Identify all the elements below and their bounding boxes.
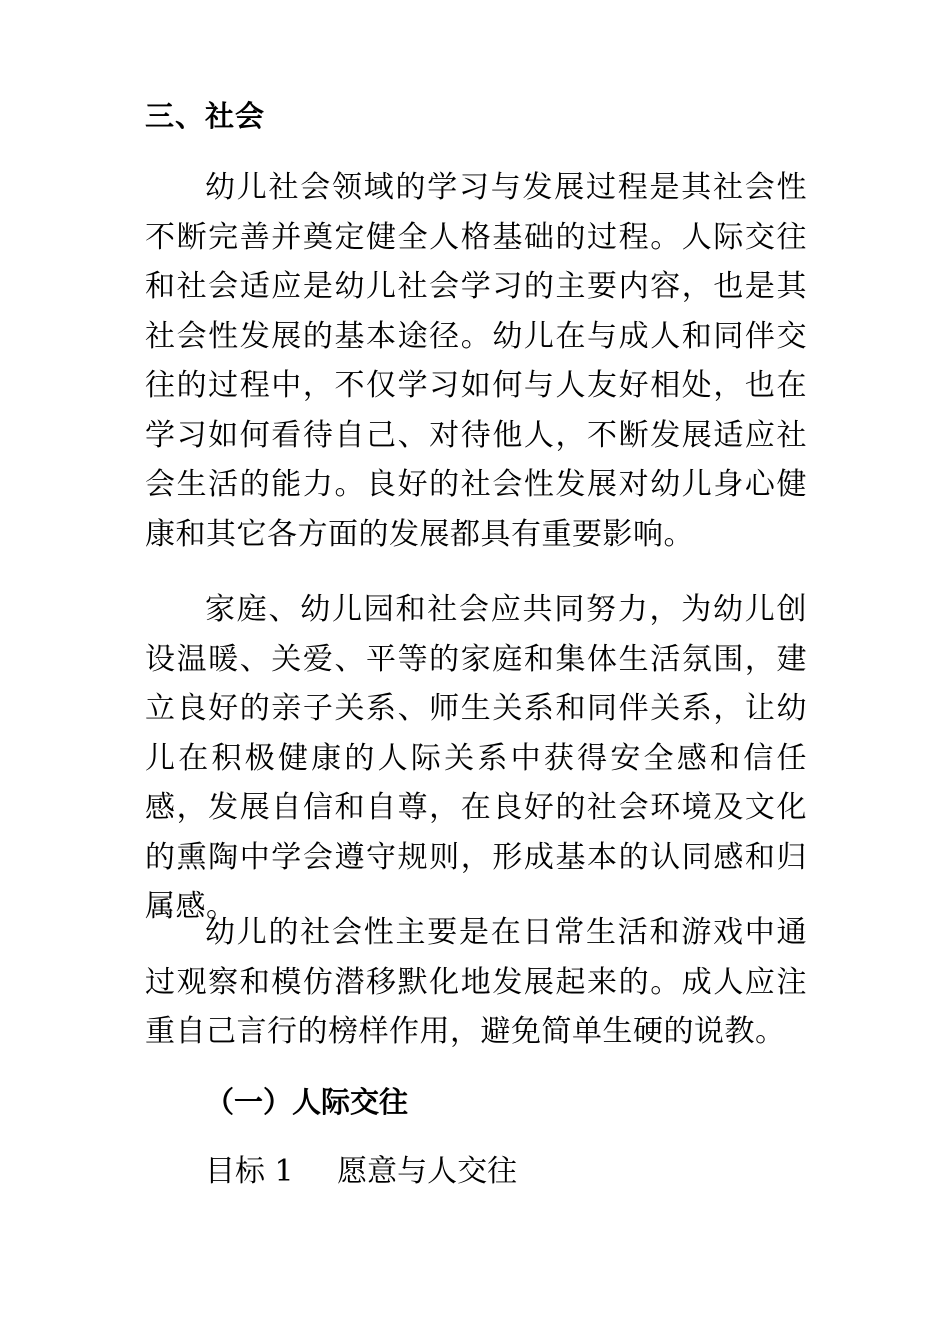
paragraph-family: 家庭、幼儿园和社会应共同努力，为幼儿创设温暖、关爱、平等的家庭和集体生活氛围，建立良好的亲子关系、师生关系和同伴关系，让幼儿在积极健康的人际关系中获得安全感和信任感，发展自信和自尊，在良好的社会环境及文化的熏陶中学会遵守规则，形成基本的认同感和归属感。 (145, 592, 807, 924)
paragraph-intro: 幼儿社会领域的学习与发展过程是其社会性不断完善并奠定健全人格基础的过程。人际交往和社会适应是幼儿社会学习的主要内容，也是其社会性发展的基本途径。幼儿在与成人和同伴交往的过程中，不仅学习如何与人友好相处，也在学习如何看待自己、对待他人，不断发展适应社会生活的能力。良好的社会性发展对幼儿身心健康和其它各方面的发展都具有重要影响。 (145, 170, 807, 552)
section-heading: 三、社会 (145, 99, 266, 133)
goal-line (205, 1148, 517, 1196)
goal-text: 愿意与人交往 (337, 1154, 518, 1189)
subsection-heading: （一）人际交往 (205, 1085, 409, 1119)
paragraph-daily-life: 幼儿的社会性主要是在日常生活和游戏中通过观察和模仿潜移默化地发展起来的。成人应注重自己言行的榜样作用，避免简单生硬的说教。 (145, 915, 807, 1049)
goal-label: 目标 1 (205, 1154, 294, 1189)
